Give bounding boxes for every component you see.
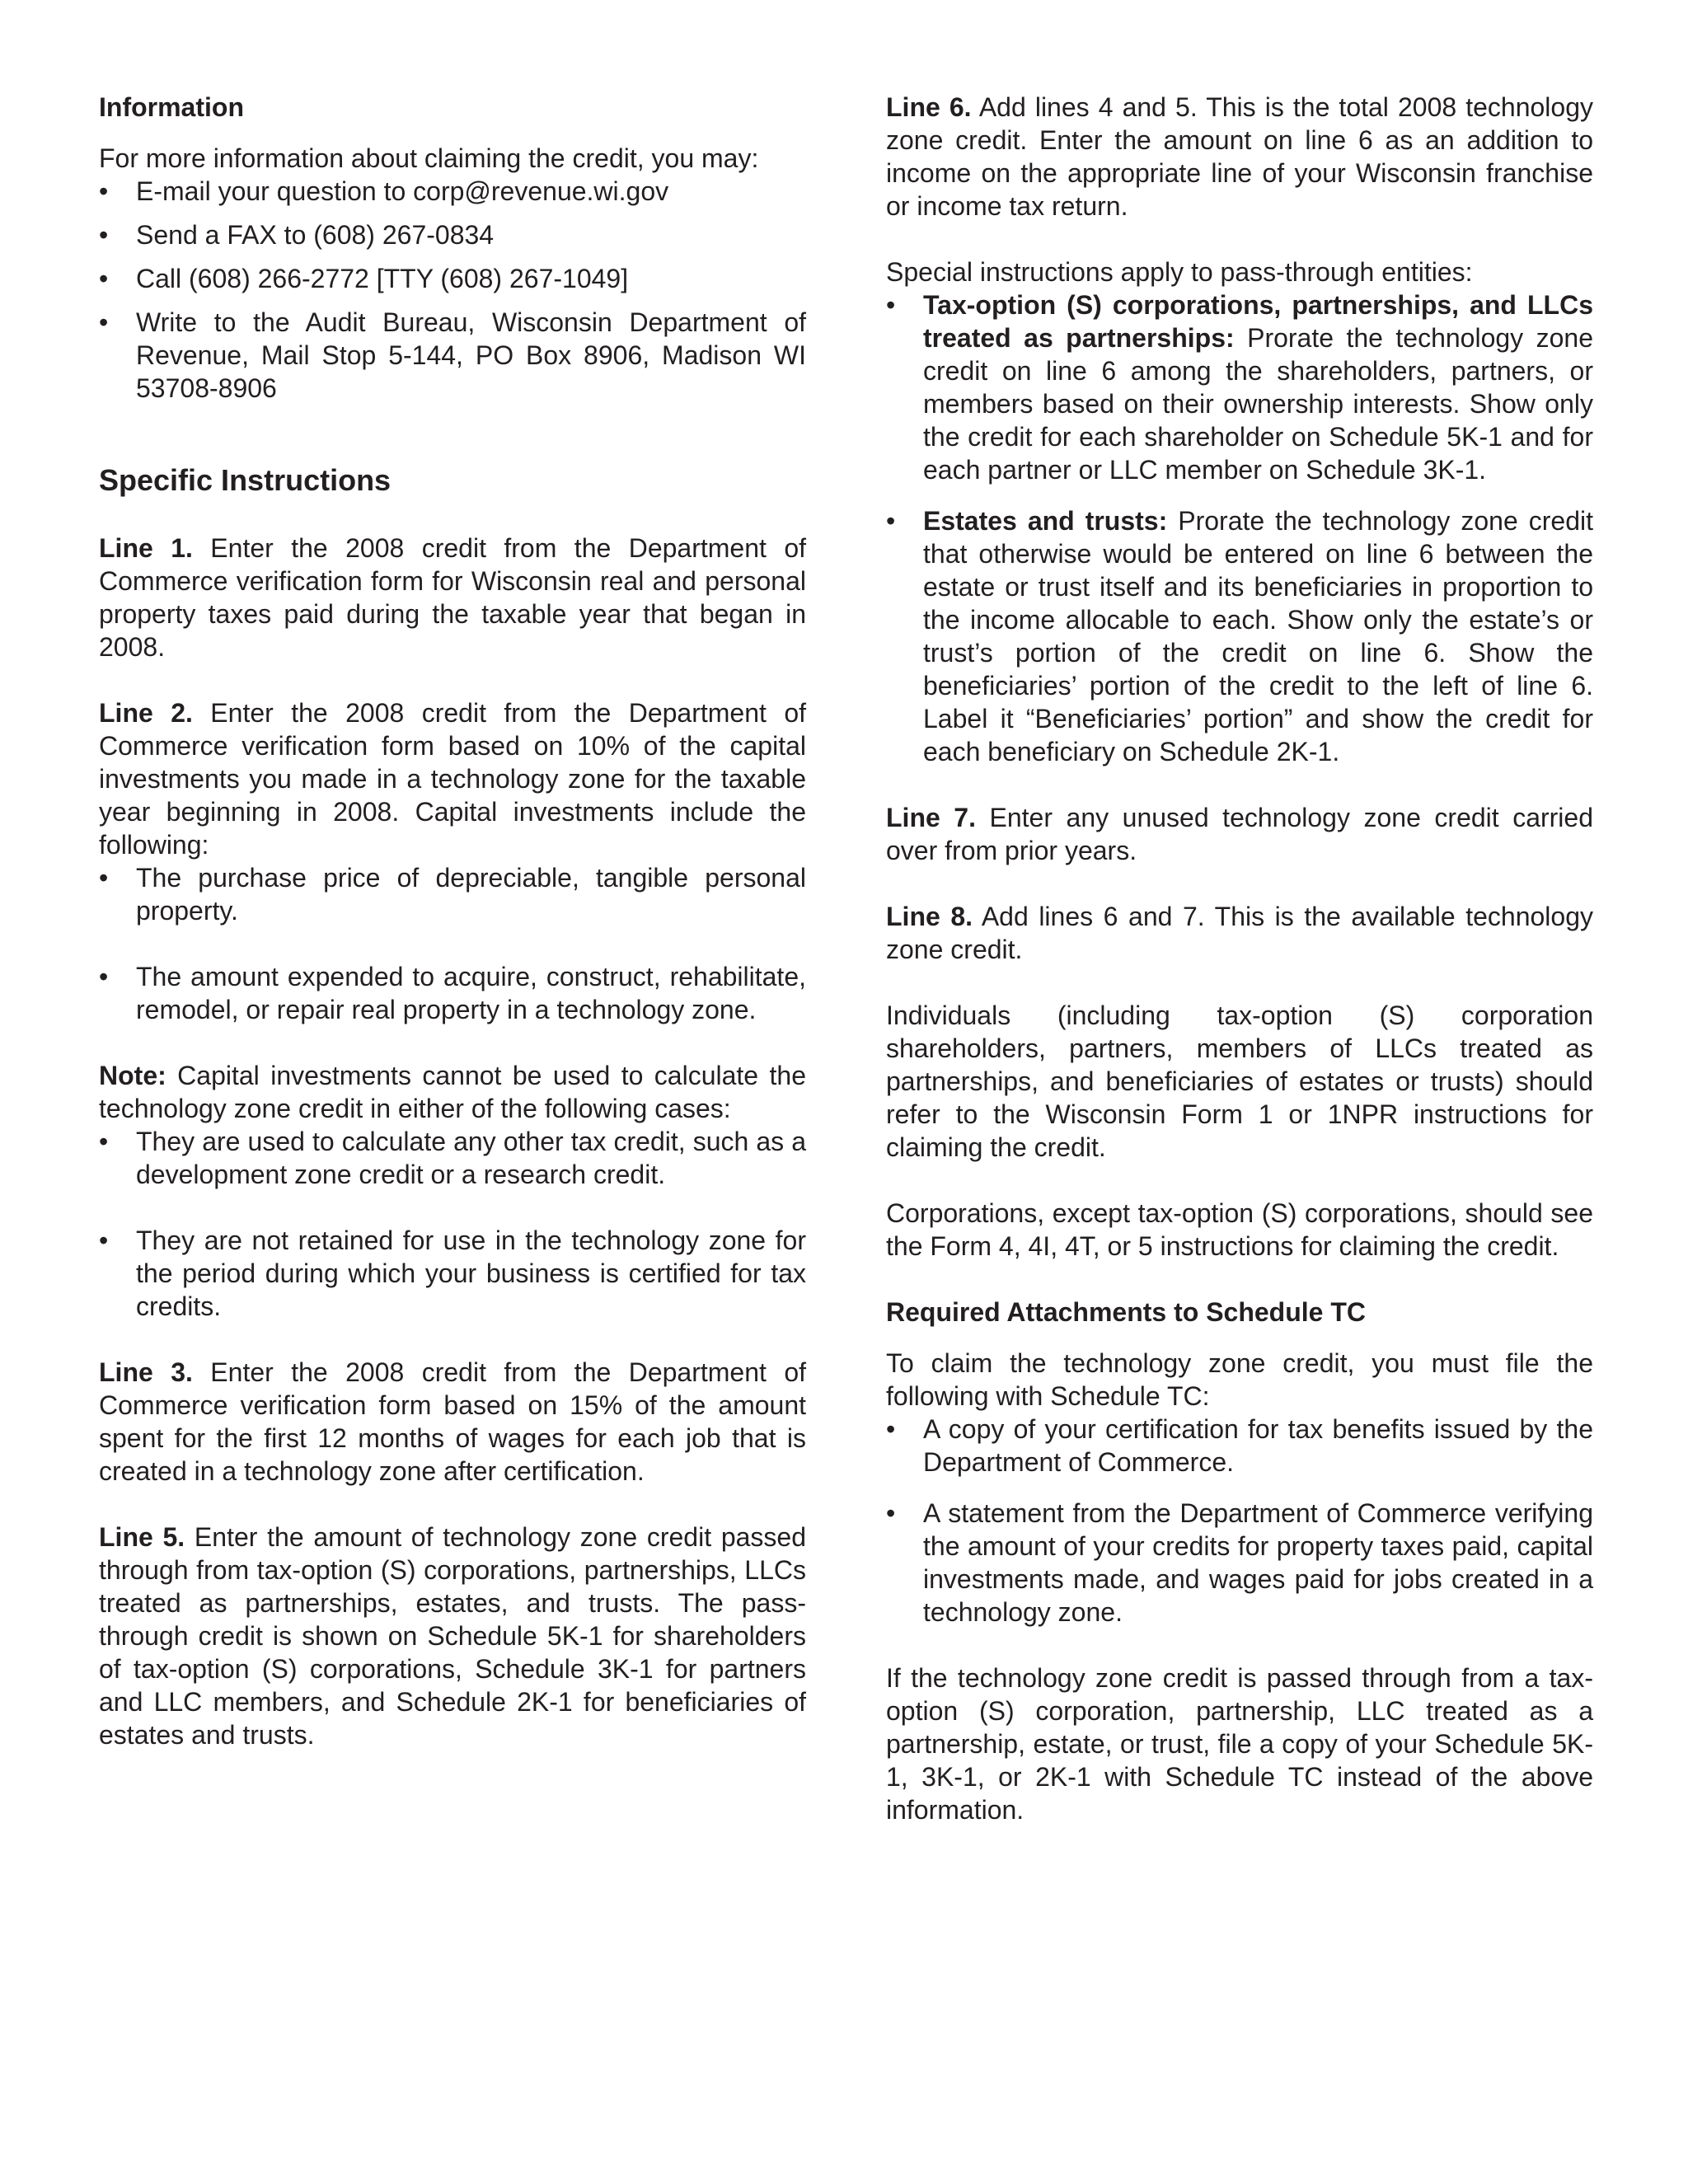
line-1-paragraph: Line 1. Enter the 2008 credit from the Department of Commerce verification form for Wisconsin real and personal property taxes paid during the taxable year that began in 2008. <box>99 533 807 662</box>
bullet-icon: • <box>99 1226 109 1255</box>
line-5-label: Line 5. <box>99 1522 185 1552</box>
pass-through-list <box>886 288 1593 768</box>
information-intro: For more information about claiming the credit, you may: <box>99 143 759 173</box>
line-8-label: Line 8. <box>886 902 973 931</box>
capital-investment-item: • The purchase price of depreciable, tangible personal property. <box>99 863 806 926</box>
note-label: Note: <box>99 1061 166 1090</box>
bullet-icon: • <box>99 176 109 206</box>
line-2-label: Line 2. <box>99 698 193 728</box>
bullet-icon: • <box>886 1414 896 1444</box>
attachments-heading: Required Attachments to Schedule TC <box>886 1297 1366 1327</box>
line-8-paragraph: Line 8. Add lines 6 and 7. This is the available technology zone credit. <box>886 902 1594 964</box>
bullet-icon: • <box>99 220 109 250</box>
attachments-list <box>886 1413 1593 1629</box>
bullet-icon: • <box>886 1498 896 1528</box>
pass-through-item-s-corporations: • Tax-option (S) corporations, partnerships, and LLCs treated as partnerships: Prorate the technology zone credit on line 6 among the shareholders, partners, or members based on their ownership interests. Show only the credit for each shareholder on Schedule 5K-1 and for each partner or LLC member on Schedule 3K-1. <box>886 290 1593 485</box>
attachment-item-statement: • A statement from the Department of Commerce verifying the amount of your credits for property taxes paid, capital investments made, and wages paid for jobs created in a technology zone. <box>886 1498 1593 1627</box>
information-heading: Information <box>99 92 244 122</box>
information-item-email: • E-mail your question to corp@revenue.wi.gov <box>99 176 669 206</box>
capital-investment-item: • The amount expended to acquire, construct, rehabilitate, remodel, or repair real property in a technology zone. <box>99 962 806 1024</box>
line-3-label: Line 3. <box>99 1357 193 1387</box>
line-7-label: Line 7. <box>886 803 976 832</box>
capital-investments-list <box>99 861 806 1026</box>
specific-instructions-heading: Specific Instructions <box>99 463 392 497</box>
passed-through-paragraph: If the technology zone credit is passed through from a tax-option (S) corporation, partnership, LLC treated as a partnership, estate, or trust, file a copy of your Schedule 5K-1, 3K-1, or 2K-1 with Schedule TC instead of the above information. <box>886 1663 1593 1825</box>
individuals-paragraph: Individuals (including tax-option (S) corporation shareholders, partners, members of LLCs treated as partnerships, and beneficiaries of estates or trusts) should refer to the Wisconsin Form 1 or 1NPR instructions for claiming the credit. <box>886 1001 1593 1162</box>
right-column <box>886 91 1593 1826</box>
special-instructions-intro: Special instructions apply to pass-through entities: <box>886 257 1473 287</box>
bullet-icon: • <box>886 506 896 536</box>
attachments-intro: To claim the technology zone credit, you must file the following with Schedule TC: <box>886 1348 1593 1411</box>
note-case-item: • They are used to calculate any other tax credit, such as a development zone credit or a research credit. <box>99 1127 806 1189</box>
information-item-fax: • Send a FAX to (608) 267-0834 <box>99 220 495 250</box>
note-case-item: • They are not retained for use in the technology zone for the period during which your business is certified for tax credits. <box>99 1226 806 1321</box>
line-6-label: Line 6. <box>886 92 972 122</box>
left-column <box>99 91 806 1751</box>
line-3-paragraph: Line 3. Enter the 2008 credit from the Department of Commerce verification form based on 15% of the amount spent for the first 12 months of wages for each job that is created in a technology zone after certification. <box>99 1357 807 1486</box>
attachment-item-certification: • A copy of your certification for tax benefits issued by the Department of Commerce. <box>886 1414 1593 1477</box>
information-list <box>99 175 806 405</box>
bullet-icon: • <box>99 962 109 991</box>
note-cases-list <box>99 1125 806 1323</box>
bullet-icon: • <box>99 863 109 893</box>
information-item-write: • Write to the Audit Bureau, Wisconsin Department of Revenue, Mail Stop 5-144, PO Box 8906, Madison WI 53708-8906 <box>99 307 806 403</box>
line-1-label: Line 1. <box>99 533 193 563</box>
line-7-paragraph: Line 7. Enter any unused technology zone credit carried over from prior years. <box>886 803 1594 865</box>
bullet-icon: • <box>99 307 109 337</box>
line-6-paragraph: Line 6. Add lines 4 and 5. This is the total 2008 technology zone credit. Enter the amount on line 6 as an addition to income on the appropriate line of your Wisconsin franchise or income tax return. <box>886 92 1593 221</box>
corporations-paragraph: Corporations, except tax-option (S) corporations, should see the Form 4, 4I, 4T, or 5 instructions for claiming the credit. <box>886 1198 1593 1261</box>
pass-through-item-estates-trusts: • Estates and trusts: Prorate the technology zone credit that otherwise would be entered on line 6 between the estate or trust itself and its beneficiaries in proportion to the income allocable to each. Show only the estate’s or trust’s portion of the credit on line 6. Show the beneficiaries’ portion of the credit to the left of line 6. Label it “Beneficiaries’ portion” and show the credit for each beneficiary on Schedule 2K-1. <box>886 506 1594 766</box>
information-item-call: • Call (608) 266-2772 [TTY (608) 267-1049] <box>99 264 629 293</box>
bullet-icon: • <box>99 1127 109 1156</box>
note-paragraph: Note: Capital investments cannot be used to calculate the technology zone credit in either of the following cases: <box>99 1061 806 1123</box>
line-2-paragraph: Line 2. Enter the 2008 credit from the Department of Commerce verification form based on 10% of the capital investments you made in a technology zone for the taxable year beginning in 2008. Capital investments include the following: <box>99 698 807 860</box>
line-5-paragraph: Line 5. Enter the amount of technology zone credit passed through from tax-option (S) corporations, partnerships, LLCs treated as partnerships, estates, and trusts. The pass-through credit is shown on Schedule 5K-1 for shareholders of tax-option (S) corporations, Schedule 3K-1 for partners and LLC members, and Schedule 2K-1 for beneficiaries of estates and trusts. <box>99 1522 807 1750</box>
bullet-icon: • <box>886 290 896 320</box>
bullet-icon: • <box>99 264 109 293</box>
